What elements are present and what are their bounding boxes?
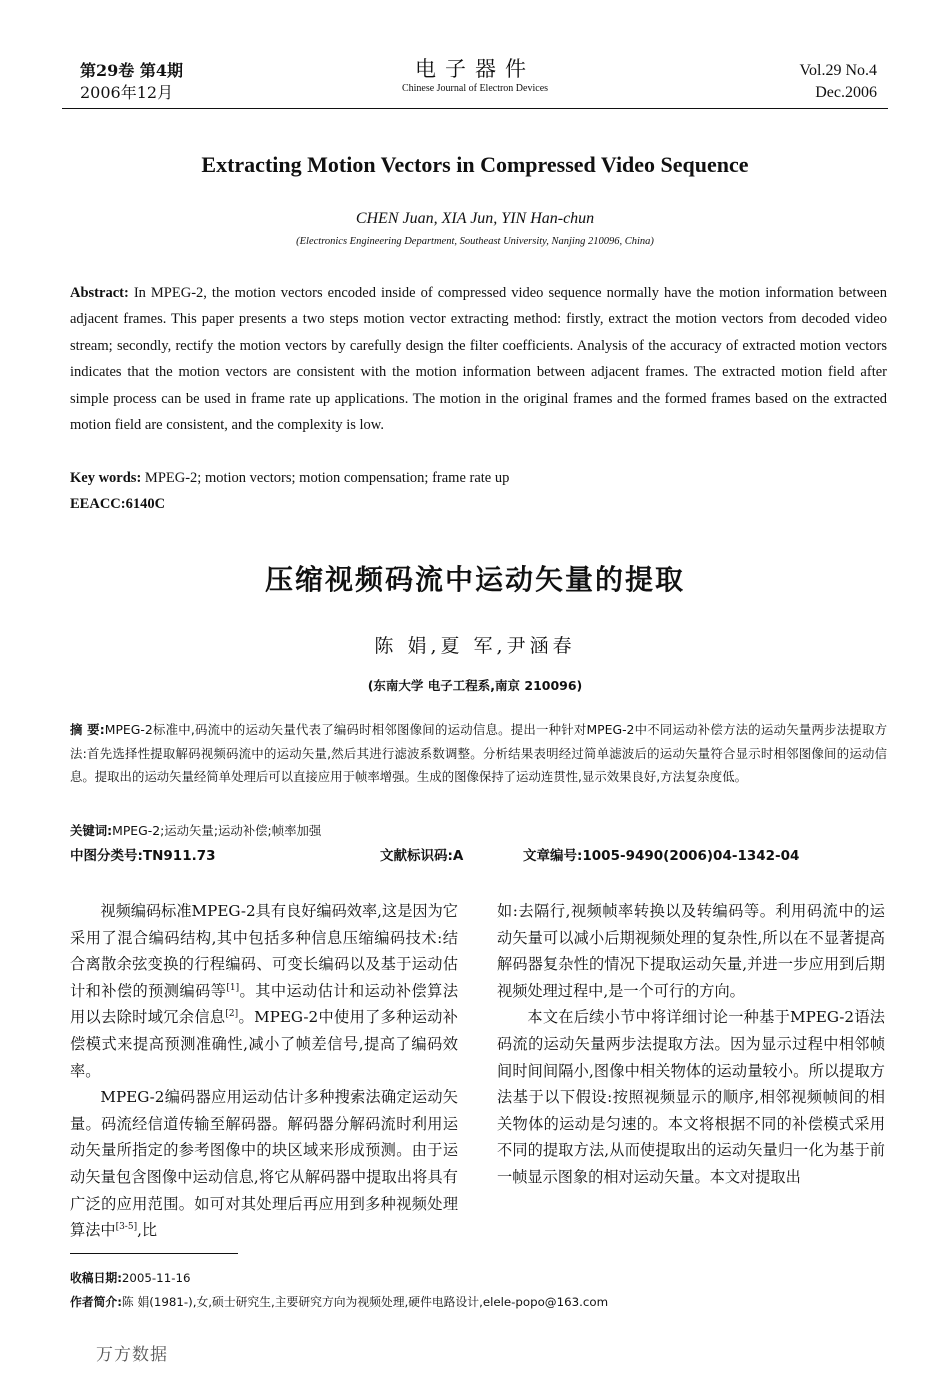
english-authors: CHEN Juan, XIA Jun, YIN Han-chun bbox=[355, 210, 595, 227]
body-paragraph bbox=[70, 898, 458, 1084]
date-en: Dec.2006 bbox=[815, 84, 877, 101]
document-code: 文献标识码:A bbox=[380, 848, 464, 864]
header-journal bbox=[325, 56, 625, 96]
journal-name-cn: 电子器件 bbox=[415, 57, 535, 81]
english-keywords-text: MPEG-2; motion vectors; motion compensation; frame rate up bbox=[141, 470, 510, 486]
header-volume-en bbox=[700, 60, 877, 104]
body-text: ,比 bbox=[137, 1221, 158, 1240]
english-abstract-label: Abstract: bbox=[70, 285, 129, 301]
body-text: 。MPEG-2中使用了多种运动补偿模式来提高预测准确性,减小了帧差信号,提高了编码效率。 bbox=[70, 1008, 458, 1080]
watermark: 万方数据 bbox=[96, 1345, 168, 1365]
citation-ref: [3-5] bbox=[115, 1222, 138, 1233]
body-text: 。其中运动估计和运动补偿算法用以去除时域冗余信息 bbox=[70, 981, 459, 1027]
journal-name-en: Chinese Journal of Electron Devices bbox=[401, 83, 549, 94]
header-rule bbox=[62, 108, 888, 109]
citation-ref: [1] bbox=[226, 982, 240, 993]
author-bio-text: 陈 娟(1981-),女,硕士研究生,主要研究方向为视频处理,硬件电路设计,elele-popo@163.com bbox=[121, 1295, 609, 1309]
english-abstract-text: In MPEG-2, the motion vectors encoded inside of compressed video sequence normally have the motion information between adjacent frames. This paper presents a two steps motion vector extracting method: firstly, extract the motion vectors from decoded video stream; secondly, rectify the motion vectors by carefully design the filter coefficients. Analysis of the accuracy of extracted motion vectors indicates that the motion vectors are consistent with the motion information between adjacent frames. The extracted motion field after simple process can be used in frame rate up applications. The motion in the original frames and the formed frames based on the extracted motion field are consistent, and the complexity is low. bbox=[70, 285, 887, 434]
received-date: 2005-11-16 bbox=[121, 1271, 191, 1285]
chinese-keywords bbox=[70, 820, 887, 842]
chinese-abstract-text: MPEG-2标准中,码流中的运动矢量代表了编码时相邻图像间的运动信息。提出一种针对MPEG-2中不同运动补偿方法的运动矢量两步法提取方法:首先选择性提取解码视频码流中的运动矢量,然后其进行滤波系数调整。分析结果表明经过简单滤波后的运动矢量符合显示时相邻图像间的运动信息。提取出的运动矢量经简单处理后可以直接应用于帧率增强。生成的图像保持了运动连贯性,显示效果良好,方法复杂度低。 bbox=[70, 722, 887, 785]
chinese-title: 压缩视频码流中运动矢量的提取 bbox=[264, 563, 685, 596]
body-paragraph: 本文在后续小节中将详细讨论一种基于MPEG-2语法码流的运动矢量两步法提取方法。因为显示过程中相邻帧间时间间隔小,图像中相关物体的运动量较小。所以提取方法基于以下假设:按照视频显示的顺序,相邻视频帧间的相关物体的运动是匀速的。本文将根据不同的补偿模式采用不同的提取方法,从而使提取出的运动矢量归一化为基于前一帧显示图象的相对运动矢量。本文对提取出 bbox=[497, 1008, 885, 1186]
volume-issue-cn: 第29卷 第4期 bbox=[80, 61, 183, 80]
body-text: 视频编码标准MPEG-2具有良好编码效率,这是因为它采用了混合编码结构,其中包括多种信息压缩编码技术:结合离散余弦变换的行程编码、可变长编码以及基于运动估计和补偿的预测编码等 bbox=[70, 902, 458, 1000]
article-number: 文章编号:1005-9490(2006)04-1342-04 bbox=[523, 848, 800, 864]
date-cn: 2006年12月 bbox=[80, 83, 174, 102]
footnote-rule bbox=[70, 1253, 238, 1254]
chinese-abstract bbox=[70, 718, 887, 789]
body-right-column bbox=[497, 898, 885, 1191]
chinese-keywords-label: 关键词: bbox=[70, 823, 113, 838]
english-eeacc: EEACC:6140C bbox=[70, 496, 166, 512]
english-title: Extracting Motion Vectors in Compressed Video Sequence bbox=[201, 152, 749, 177]
received-label: 收稿日期: bbox=[70, 1271, 122, 1285]
clc-number: 中图分类号:TN911.73 bbox=[70, 848, 216, 864]
english-keywords-label: Key words: bbox=[70, 470, 142, 486]
footnote-author-bio bbox=[70, 1292, 887, 1312]
chinese-affiliation: (东南大学 电子工程系,南京 210096) bbox=[367, 678, 583, 693]
footnote-received bbox=[70, 1268, 887, 1288]
author-bio-label: 作者简介: bbox=[70, 1295, 122, 1309]
chinese-keywords-text: MPEG-2;运动矢量;运动补偿;帧率加强 bbox=[112, 823, 322, 838]
header-volume-cn bbox=[80, 60, 300, 104]
english-abstract bbox=[70, 280, 887, 438]
volume-issue-en: Vol.29 No.4 bbox=[799, 62, 877, 79]
chinese-abstract-label: 摘 要: bbox=[70, 722, 105, 737]
english-affiliation: (Electronics Engineering Department, Southeast University, Nanjing 210096, China) bbox=[296, 236, 654, 247]
body-left-column bbox=[70, 898, 458, 1244]
english-keywords bbox=[70, 466, 887, 490]
citation-ref: [2] bbox=[225, 1009, 239, 1020]
body-paragraph bbox=[70, 1084, 458, 1244]
body-text: MPEG-2编码器应用运动估计多种搜索法确定运动矢量。码流经信道传输至解码器。解码器分解码流时利用运动矢量所指定的参考图像中的块区域来形成预测。由于运动矢量包含图像中运动信息,将它从解码器中提取出将具有广泛的应用范围。如可对其处理后再应用到多种视频处理算法中 bbox=[70, 1088, 458, 1240]
chinese-authors: 陈 娟,夏 军,尹涵春 bbox=[374, 635, 576, 657]
body-paragraph: 如:去隔行,视频帧率转换以及转编码等。利用码流中的运动矢量可以减小后期视频处理的复杂性,所以在不显著提高解码器复杂性的情况下提取运动矢量,并进一步应用到后期视频处理过程中,是一个可行的方向。 bbox=[497, 902, 885, 1000]
